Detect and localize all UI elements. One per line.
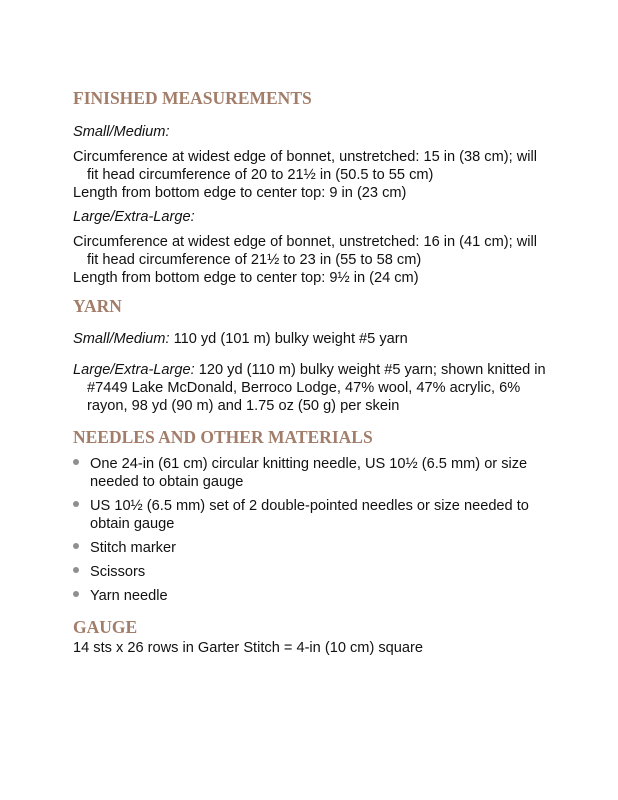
yarn-large-text-3: rayon, 98 yd (90 m) and 1.75 oz (50 g) per skein: [87, 398, 400, 414]
yarn-large-text-1: 120 yd (110 m) bulky weight #5 yarn; shown knitted in: [194, 362, 546, 378]
list-item: [73, 455, 553, 491]
large-extra-large-measurements: [73, 208, 553, 287]
list-item-text-cont: obtain gauge: [90, 516, 175, 532]
yarn-small-text: 110 yd (101 m) bulky weight #5 yarn: [169, 331, 408, 347]
bullet-icon: [73, 459, 79, 465]
large-circumference-line-1: Circumference at widest edge of bonnet, unstretched: 16 in (41 cm); will: [73, 234, 537, 250]
yarn-small-label: Small/Medium:: [73, 331, 170, 347]
list-item-text: US 10½ (6.5 mm) set of 2 double-pointed needles or size needed to: [90, 498, 529, 514]
materials-list: [73, 455, 553, 605]
list-item-text: Stitch marker: [90, 540, 176, 556]
list-item-text: Yarn needle: [90, 588, 168, 604]
list-item: [73, 539, 553, 557]
gauge-heading: GAUGE: [73, 617, 138, 637]
small-length-line: Length from bottom edge to center top: 9 in (23 cm): [73, 185, 407, 201]
needles-materials-heading: NEEDLES AND OTHER MATERIALS: [73, 427, 373, 447]
yarn-large-text-2: #7449 Lake McDonald, Berroco Lodge, 47% wool, 47% acrylic, 6%: [87, 380, 521, 396]
yarn-small-medium: [73, 330, 553, 348]
finished-measurements-heading: FINISHED MEASUREMENTS: [73, 88, 312, 108]
list-item: [73, 497, 553, 533]
list-item-text: Scissors: [90, 564, 146, 580]
list-item: [73, 587, 553, 605]
yarn-heading: YARN: [73, 296, 122, 316]
small-circumference-line-1: Circumference at widest edge of bonnet, unstretched: 15 in (38 cm); will: [73, 149, 537, 165]
list-item-text: One 24-in (61 cm) circular knitting needle, US 10½ (6.5 mm) or size: [90, 456, 528, 472]
large-length-line: Length from bottom edge to center top: 9½ in (24 cm): [73, 270, 419, 286]
list-item-text-cont: needed to obtain gauge: [90, 474, 244, 490]
gauge-text: 14 sts x 26 rows in Garter Stitch = 4-in (10 cm) square: [73, 640, 423, 656]
large-extra-large-label: Large/Extra-Large:: [73, 209, 195, 225]
small-medium-measurements: [73, 123, 553, 202]
bullet-icon: [73, 591, 79, 597]
small-circumference-line-2: fit head circumference of 20 to 21½ in (50.5 to 55 cm): [87, 167, 434, 183]
large-circumference-line-2: fit head circumference of 21½ to 23 in (55 to 58 cm): [87, 252, 422, 268]
bullet-icon: [73, 543, 79, 549]
bullet-icon: [73, 501, 79, 507]
small-medium-label: Small/Medium:: [73, 124, 170, 140]
bullet-icon: [73, 567, 79, 573]
yarn-large-label: Large/Extra-Large:: [73, 362, 195, 378]
gauge-block: [73, 639, 553, 657]
list-item: [73, 563, 553, 581]
yarn-large-extra-large: [73, 361, 553, 415]
